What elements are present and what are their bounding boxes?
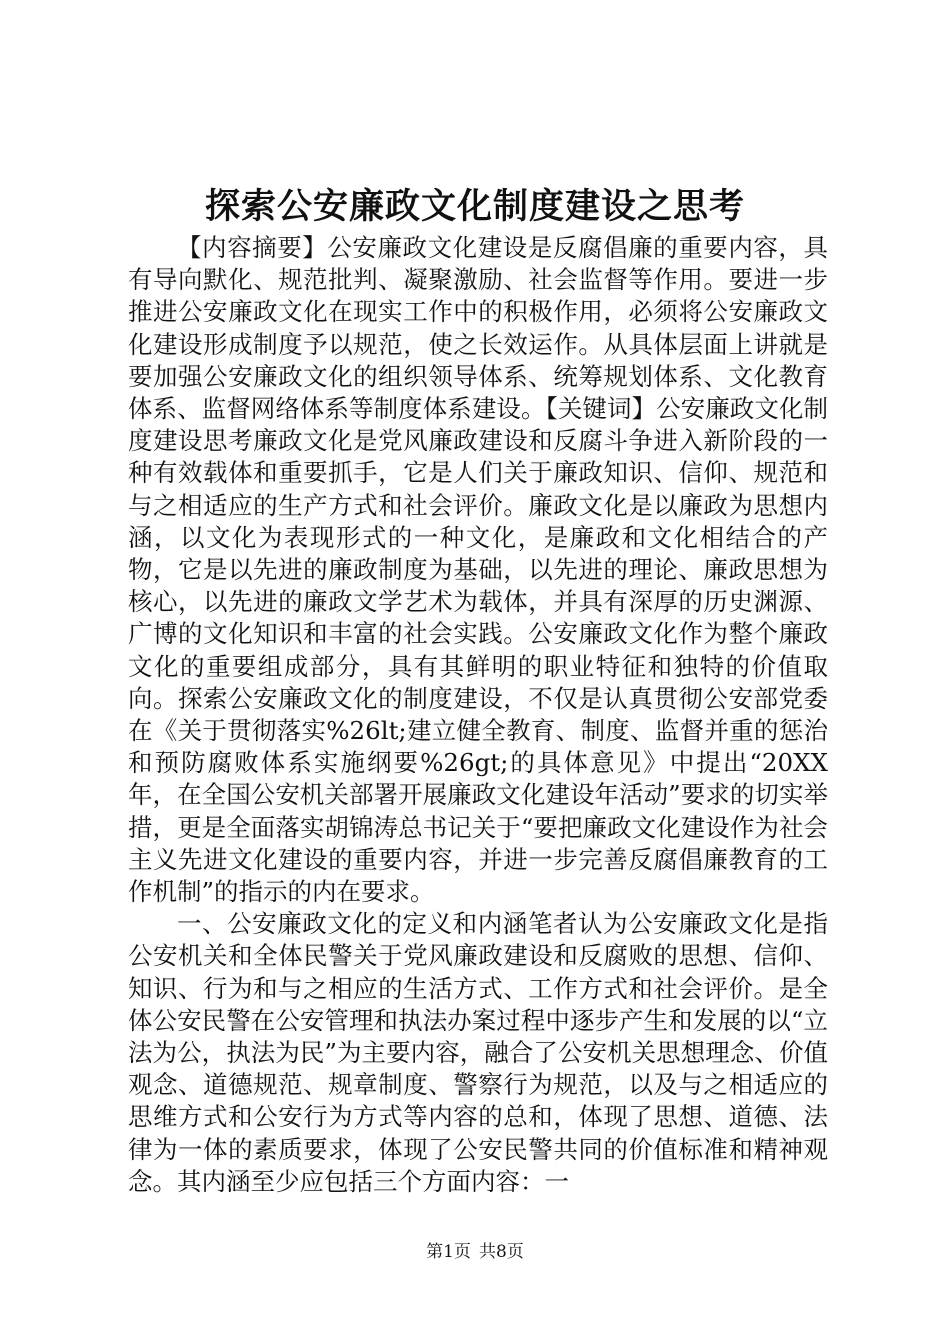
document-title: 探索公安廉政文化制度建设之思考 <box>204 187 745 227</box>
page-total: 共8页 <box>479 1242 524 1262</box>
page-footer <box>0 1240 950 1264</box>
paragraph-section-one: 一、公安廉政文化的定义和内涵笔者认为公安廉政文化是指公安机关和全体民警关于党风廉政建设和反腐败的思想、信仰、知识、行为和与之相应的生活方式、工作方式和社会评价。是全体公安民警在公安管理和执法办案过程中逐步产生和发展的以“立法为公，执法为民”为主要内容，融合了公安机关思想理念、价值观念、道德规范、规章制度、警察行为规范，以及与之相适应的思维方式和公安行为方式等内容的总和，体现了思想、道德、法律为一体的素质要求，体现了公安民警共同的价值标准和精神观念。其内涵至少应包括三个方面内容：一 <box>128 909 828 1196</box>
paragraph-abstract: 【内容摘要】公安廉政文化建设是反腐倡廉的重要内容，具有导向默化、规范批判、凝聚激励、社会监督等作用。要进一步推进公安廉政文化在现实工作中的积极作用，必须将公安廉政文化建设形成制度予以规范，使之长效运作。从具体层面上讲就是要加强公安廉政文化的组织领导体系、统筹规划体系、文化教育体系、监督网络体系等制度体系建设。【关键词】公安廉政文化制度建设思考廉政文化是党风廉政建设和反腐斗争进入新阶段的一种有效载体和重要抓手，它是人们关于廉政知识、信仰、规范和与之相适应的生产方式和社会评价。廉政文化是以廉政为思想内涵，以文化为表现形式的一种文化，是廉政和文化相结合的产物，它是以先进的廉政制度为基础，以先进的理论、廉政思想为核心，以先进的廉政文学艺术为载体，并具有深厚的历史渊源、广博的文化知识和丰富的社会实践。公安廉政文化作为整个廉政文化的重要组成部分，具有其鲜明的职业特征和独特的价值取向。探索公安廉政文化的制度建设，不仅是认真贯彻公安部党委在《关于贯彻落实%26lt;建立健全教育、制度、监督并重的惩治和预防腐败体系实施纲要%26gt;的具体意见》中提出“20XX年，在全国公安机关部署开展廉政文化建设年活动”要求的切实举措，更是全面落实胡锦涛总书记关于“要把廉政文化建设作为社会主义先进文化建设的重要内容，并进一步完善反腐倡廉教育的工作机制”的指示的内在要求。 <box>128 233 828 907</box>
page-number: 第1页 <box>426 1242 471 1262</box>
document-body <box>128 232 828 1198</box>
